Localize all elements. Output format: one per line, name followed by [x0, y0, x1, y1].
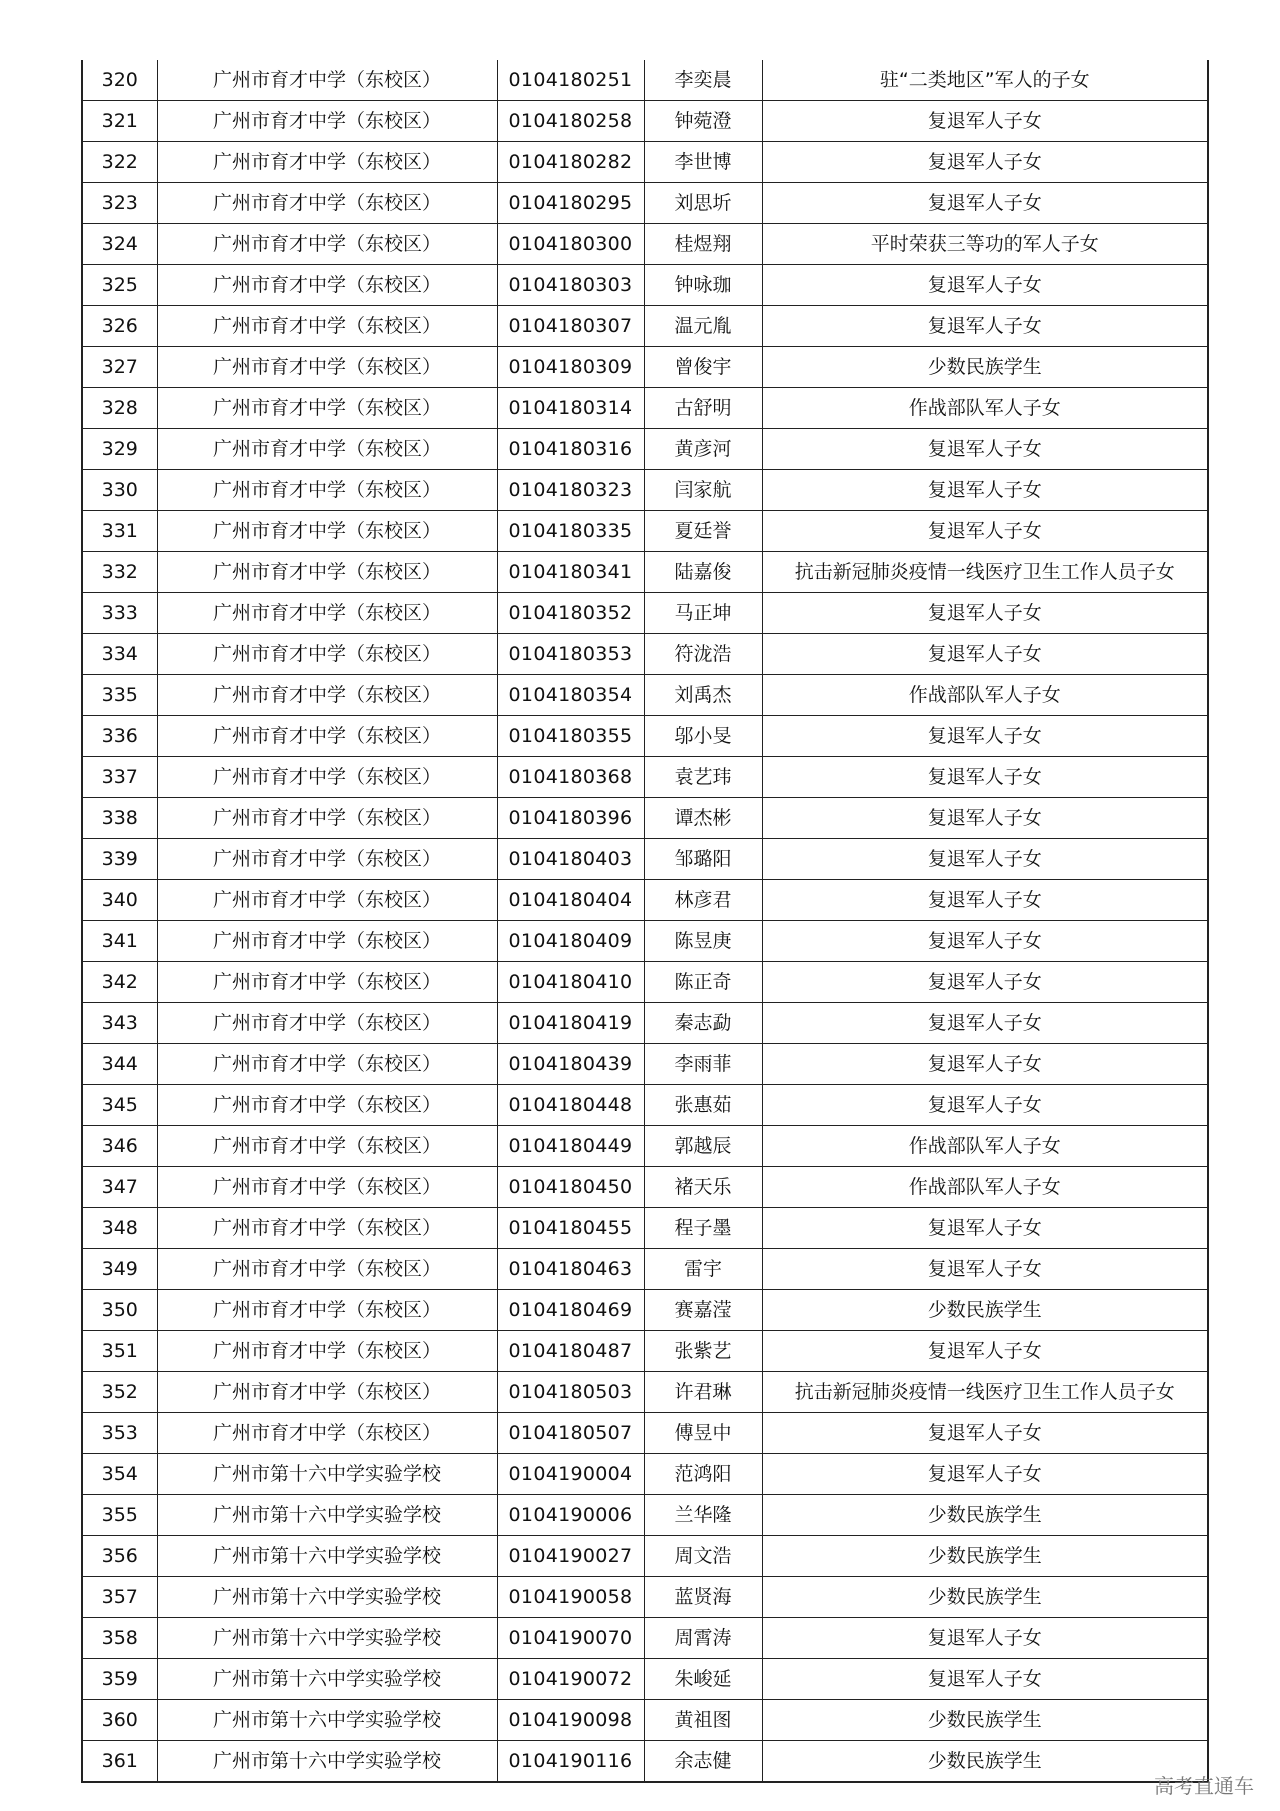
category-cell: 少数民族学生	[762, 1536, 1208, 1577]
school-cell: 广州市育才中学（东校区）	[157, 511, 497, 552]
student-id-cell: 0104180335	[497, 511, 644, 552]
row-number-cell: 348	[82, 1208, 157, 1249]
student-name-cell: 李奕晨	[644, 60, 762, 101]
row-number-cell: 324	[82, 224, 157, 265]
student-id-cell: 0104180316	[497, 429, 644, 470]
category-cell: 复退军人子女	[762, 265, 1208, 306]
category-cell: 复退军人子女	[762, 1454, 1208, 1495]
student-id-cell: 0104190098	[497, 1700, 644, 1741]
table-row	[82, 675, 1208, 716]
student-id-cell: 0104180503	[497, 1372, 644, 1413]
student-id-cell: 0104180507	[497, 1413, 644, 1454]
row-number-cell: 343	[82, 1003, 157, 1044]
row-number-cell: 320	[82, 60, 157, 101]
student-id-cell: 0104180404	[497, 880, 644, 921]
school-cell: 广州市育才中学（东校区）	[157, 675, 497, 716]
row-number-cell: 346	[82, 1126, 157, 1167]
table-row	[82, 593, 1208, 634]
row-number-cell: 342	[82, 962, 157, 1003]
table-row	[82, 142, 1208, 183]
table-row	[82, 1003, 1208, 1044]
row-number-cell: 331	[82, 511, 157, 552]
category-cell: 复退军人子女	[762, 716, 1208, 757]
school-cell: 广州市育才中学（东校区）	[157, 716, 497, 757]
category-cell: 少数民族学生	[762, 347, 1208, 388]
student-name-cell: 夏廷誉	[644, 511, 762, 552]
row-number-cell: 327	[82, 347, 157, 388]
student-name-cell: 周霄涛	[644, 1618, 762, 1659]
row-number-cell: 360	[82, 1700, 157, 1741]
row-number-cell: 326	[82, 306, 157, 347]
school-cell: 广州市育才中学（东校区）	[157, 470, 497, 511]
student-name-cell: 陈正奇	[644, 962, 762, 1003]
school-cell: 广州市育才中学（东校区）	[157, 880, 497, 921]
student-id-cell: 0104180448	[497, 1085, 644, 1126]
table-row	[82, 470, 1208, 511]
school-cell: 广州市育才中学（东校区）	[157, 1290, 497, 1331]
row-number-cell: 351	[82, 1331, 157, 1372]
row-number-cell: 333	[82, 593, 157, 634]
row-number-cell: 349	[82, 1249, 157, 1290]
row-number-cell: 337	[82, 757, 157, 798]
student-name-cell: 李雨菲	[644, 1044, 762, 1085]
row-number-cell: 323	[82, 183, 157, 224]
school-cell: 广州市育才中学（东校区）	[157, 593, 497, 634]
school-cell: 广州市育才中学（东校区）	[157, 839, 497, 880]
student-id-cell: 0104180258	[497, 101, 644, 142]
category-cell: 平时荣获三等功的军人子女	[762, 224, 1208, 265]
school-cell: 广州市育才中学（东校区）	[157, 634, 497, 675]
student-id-cell: 0104180341	[497, 552, 644, 593]
student-name-cell: 邬小旻	[644, 716, 762, 757]
student-id-cell: 0104180487	[497, 1331, 644, 1372]
row-number-cell: 334	[82, 634, 157, 675]
category-cell: 复退军人子女	[762, 183, 1208, 224]
student-name-cell: 马正坤	[644, 593, 762, 634]
student-id-cell: 0104190072	[497, 1659, 644, 1700]
table-row	[82, 1167, 1208, 1208]
student-name-cell: 林彦君	[644, 880, 762, 921]
student-name-cell: 范鸿阳	[644, 1454, 762, 1495]
student-id-cell: 0104180409	[497, 921, 644, 962]
student-id-cell: 0104180307	[497, 306, 644, 347]
category-cell: 复退军人子女	[762, 1413, 1208, 1454]
table-row	[82, 388, 1208, 429]
table-row	[82, 306, 1208, 347]
student-name-cell: 郭越辰	[644, 1126, 762, 1167]
student-name-cell: 袁艺玮	[644, 757, 762, 798]
student-id-cell: 0104180323	[497, 470, 644, 511]
table-row	[82, 429, 1208, 470]
student-name-cell: 刘禹杰	[644, 675, 762, 716]
student-id-cell: 0104180354	[497, 675, 644, 716]
row-number-cell: 350	[82, 1290, 157, 1331]
category-cell: 复退军人子女	[762, 839, 1208, 880]
school-cell: 广州市第十六中学实验学校	[157, 1618, 497, 1659]
category-cell: 复退军人子女	[762, 962, 1208, 1003]
student-name-cell: 兰华隆	[644, 1495, 762, 1536]
admission-roster-table	[81, 60, 1209, 1783]
student-id-cell: 0104180300	[497, 224, 644, 265]
school-cell: 广州市育才中学（东校区）	[157, 306, 497, 347]
row-number-cell: 358	[82, 1618, 157, 1659]
category-cell: 少数民族学生	[762, 1577, 1208, 1618]
school-cell: 广州市第十六中学实验学校	[157, 1659, 497, 1700]
school-cell: 广州市育才中学（东校区）	[157, 798, 497, 839]
student-name-cell: 桂煜翔	[644, 224, 762, 265]
table-row	[82, 1126, 1208, 1167]
student-name-cell: 温元胤	[644, 306, 762, 347]
category-cell: 复退军人子女	[762, 798, 1208, 839]
student-name-cell: 陈昱庚	[644, 921, 762, 962]
table-row	[82, 183, 1208, 224]
school-cell: 广州市育才中学（东校区）	[157, 1208, 497, 1249]
category-cell: 驻“二类地区”军人的子女	[762, 60, 1208, 101]
student-name-cell: 褚天乐	[644, 1167, 762, 1208]
row-number-cell: 347	[82, 1167, 157, 1208]
student-id-cell: 0104190004	[497, 1454, 644, 1495]
table-row	[82, 798, 1208, 839]
school-cell: 广州市育才中学（东校区）	[157, 962, 497, 1003]
category-cell: 少数民族学生	[762, 1700, 1208, 1741]
school-cell: 广州市第十六中学实验学校	[157, 1454, 497, 1495]
row-number-cell: 332	[82, 552, 157, 593]
category-cell: 作战部队军人子女	[762, 675, 1208, 716]
roster-body	[82, 60, 1208, 1782]
school-cell: 广州市育才中学（东校区）	[157, 183, 497, 224]
school-cell: 广州市育才中学（东校区）	[157, 265, 497, 306]
table-row	[82, 1700, 1208, 1741]
table-row	[82, 1290, 1208, 1331]
row-number-cell: 325	[82, 265, 157, 306]
category-cell: 复退军人子女	[762, 1003, 1208, 1044]
student-name-cell: 黄祖图	[644, 1700, 762, 1741]
student-id-cell: 0104190058	[497, 1577, 644, 1618]
table-row	[82, 839, 1208, 880]
row-number-cell: 355	[82, 1495, 157, 1536]
category-cell: 作战部队军人子女	[762, 1126, 1208, 1167]
category-cell: 复退军人子女	[762, 1249, 1208, 1290]
row-number-cell: 344	[82, 1044, 157, 1085]
student-name-cell: 蓝贤海	[644, 1577, 762, 1618]
table-row	[82, 1413, 1208, 1454]
table-row	[82, 921, 1208, 962]
student-name-cell: 张惠茹	[644, 1085, 762, 1126]
table-row	[82, 1495, 1208, 1536]
student-name-cell: 黄彦河	[644, 429, 762, 470]
table-row	[82, 1249, 1208, 1290]
school-cell: 广州市育才中学（东校区）	[157, 347, 497, 388]
table-row	[82, 1208, 1208, 1249]
category-cell: 复退军人子女	[762, 511, 1208, 552]
category-cell: 作战部队军人子女	[762, 1167, 1208, 1208]
student-id-cell: 0104180419	[497, 1003, 644, 1044]
student-name-cell: 钟咏珈	[644, 265, 762, 306]
student-id-cell: 0104180469	[497, 1290, 644, 1331]
category-cell: 复退军人子女	[762, 1659, 1208, 1700]
school-cell: 广州市育才中学（东校区）	[157, 224, 497, 265]
student-name-cell: 周文浩	[644, 1536, 762, 1577]
category-cell: 复退军人子女	[762, 634, 1208, 675]
school-cell: 广州市育才中学（东校区）	[157, 60, 497, 101]
school-cell: 广州市育才中学（东校区）	[157, 757, 497, 798]
student-name-cell: 李世博	[644, 142, 762, 183]
row-number-cell: 356	[82, 1536, 157, 1577]
table-row	[82, 716, 1208, 757]
table-row	[82, 1536, 1208, 1577]
category-cell: 复退军人子女	[762, 1331, 1208, 1372]
category-cell: 复退军人子女	[762, 429, 1208, 470]
student-id-cell: 0104180251	[497, 60, 644, 101]
category-cell: 复退军人子女	[762, 593, 1208, 634]
table-row	[82, 1659, 1208, 1700]
student-name-cell: 程子墨	[644, 1208, 762, 1249]
school-cell: 广州市育才中学（东校区）	[157, 1167, 497, 1208]
school-cell: 广州市第十六中学实验学校	[157, 1495, 497, 1536]
school-cell: 广州市第十六中学实验学校	[157, 1741, 497, 1783]
student-name-cell: 陆嘉俊	[644, 552, 762, 593]
student-id-cell: 0104180450	[497, 1167, 644, 1208]
school-cell: 广州市育才中学（东校区）	[157, 1249, 497, 1290]
student-name-cell: 雷宇	[644, 1249, 762, 1290]
category-cell: 复退军人子女	[762, 306, 1208, 347]
school-cell: 广州市育才中学（东校区）	[157, 1413, 497, 1454]
student-id-cell: 0104180439	[497, 1044, 644, 1085]
student-id-cell: 0104190027	[497, 1536, 644, 1577]
row-number-cell: 359	[82, 1659, 157, 1700]
student-id-cell: 0104190070	[497, 1618, 644, 1659]
category-cell: 少数民族学生	[762, 1290, 1208, 1331]
school-cell: 广州市育才中学（东校区）	[157, 1372, 497, 1413]
category-cell: 抗击新冠肺炎疫情一线医疗卫生工作人员子女	[762, 1372, 1208, 1413]
table-row	[82, 101, 1208, 142]
table-row	[82, 347, 1208, 388]
student-name-cell: 赛嘉滢	[644, 1290, 762, 1331]
row-number-cell: 322	[82, 142, 157, 183]
row-number-cell: 353	[82, 1413, 157, 1454]
row-number-cell: 357	[82, 1577, 157, 1618]
student-name-cell: 曾俊宇	[644, 347, 762, 388]
student-name-cell: 余志健	[644, 1741, 762, 1783]
student-id-cell: 0104180353	[497, 634, 644, 675]
watermark-text: 高考直通车	[1154, 1774, 1254, 1798]
table-row	[82, 265, 1208, 306]
table-row	[82, 511, 1208, 552]
student-name-cell: 许君琳	[644, 1372, 762, 1413]
school-cell: 广州市育才中学（东校区）	[157, 1331, 497, 1372]
school-cell: 广州市育才中学（东校区）	[157, 1126, 497, 1167]
category-cell: 复退军人子女	[762, 757, 1208, 798]
category-cell: 复退军人子女	[762, 101, 1208, 142]
row-number-cell: 328	[82, 388, 157, 429]
category-cell: 抗击新冠肺炎疫情一线医疗卫生工作人员子女	[762, 552, 1208, 593]
school-cell: 广州市育才中学（东校区）	[157, 101, 497, 142]
student-id-cell: 0104180396	[497, 798, 644, 839]
school-cell: 广州市育才中学（东校区）	[157, 429, 497, 470]
category-cell: 复退军人子女	[762, 1208, 1208, 1249]
table-row	[82, 1618, 1208, 1659]
student-name-cell: 符泷浩	[644, 634, 762, 675]
student-id-cell: 0104180368	[497, 757, 644, 798]
student-name-cell: 刘思圻	[644, 183, 762, 224]
row-number-cell: 335	[82, 675, 157, 716]
school-cell: 广州市育才中学（东校区）	[157, 921, 497, 962]
student-id-cell: 0104180449	[497, 1126, 644, 1167]
table-row	[82, 962, 1208, 1003]
student-id-cell: 0104180295	[497, 183, 644, 224]
student-name-cell: 谭杰彬	[644, 798, 762, 839]
school-cell: 广州市育才中学（东校区）	[157, 1044, 497, 1085]
table-row	[82, 1044, 1208, 1085]
row-number-cell: 338	[82, 798, 157, 839]
student-id-cell: 0104180314	[497, 388, 644, 429]
table-row	[82, 757, 1208, 798]
row-number-cell: 354	[82, 1454, 157, 1495]
category-cell: 复退军人子女	[762, 1085, 1208, 1126]
row-number-cell: 341	[82, 921, 157, 962]
table-row	[82, 1577, 1208, 1618]
school-cell: 广州市第十六中学实验学校	[157, 1536, 497, 1577]
row-number-cell: 339	[82, 839, 157, 880]
student-id-cell: 0104180282	[497, 142, 644, 183]
school-cell: 广州市第十六中学实验学校	[157, 1577, 497, 1618]
school-cell: 广州市育才中学（东校区）	[157, 388, 497, 429]
student-id-cell: 0104180309	[497, 347, 644, 388]
student-id-cell: 0104180455	[497, 1208, 644, 1249]
category-cell: 复退军人子女	[762, 880, 1208, 921]
table-row	[82, 60, 1208, 101]
student-name-cell: 古舒明	[644, 388, 762, 429]
student-id-cell: 0104180352	[497, 593, 644, 634]
student-id-cell: 0104190116	[497, 1741, 644, 1783]
row-number-cell: 330	[82, 470, 157, 511]
table-row	[82, 224, 1208, 265]
student-name-cell: 朱峻延	[644, 1659, 762, 1700]
table-row	[82, 1085, 1208, 1126]
category-cell: 复退军人子女	[762, 1618, 1208, 1659]
table-row	[82, 880, 1208, 921]
student-id-cell: 0104180303	[497, 265, 644, 306]
school-cell: 广州市育才中学（东校区）	[157, 142, 497, 183]
school-cell: 广州市第十六中学实验学校	[157, 1700, 497, 1741]
category-cell: 作战部队军人子女	[762, 388, 1208, 429]
category-cell: 复退军人子女	[762, 921, 1208, 962]
student-id-cell: 0104180355	[497, 716, 644, 757]
student-name-cell: 钟菀澄	[644, 101, 762, 142]
student-id-cell: 0104180403	[497, 839, 644, 880]
row-number-cell: 345	[82, 1085, 157, 1126]
row-number-cell: 361	[82, 1741, 157, 1783]
category-cell: 复退军人子女	[762, 1044, 1208, 1085]
student-name-cell: 傅昱中	[644, 1413, 762, 1454]
school-cell: 广州市育才中学（东校区）	[157, 1003, 497, 1044]
table-row	[82, 552, 1208, 593]
category-cell: 少数民族学生	[762, 1495, 1208, 1536]
row-number-cell: 352	[82, 1372, 157, 1413]
table-row	[82, 634, 1208, 675]
table-row	[82, 1454, 1208, 1495]
row-number-cell: 321	[82, 101, 157, 142]
student-id-cell: 0104180410	[497, 962, 644, 1003]
row-number-cell: 340	[82, 880, 157, 921]
category-cell: 复退军人子女	[762, 470, 1208, 511]
student-name-cell: 张紫艺	[644, 1331, 762, 1372]
table-row	[82, 1331, 1208, 1372]
category-cell: 少数民族学生	[762, 1741, 1208, 1783]
category-cell: 复退军人子女	[762, 142, 1208, 183]
student-name-cell: 邹璐阳	[644, 839, 762, 880]
student-id-cell: 0104180463	[497, 1249, 644, 1290]
school-cell: 广州市育才中学（东校区）	[157, 1085, 497, 1126]
school-cell: 广州市育才中学（东校区）	[157, 552, 497, 593]
student-name-cell: 秦志勐	[644, 1003, 762, 1044]
row-number-cell: 336	[82, 716, 157, 757]
table-row	[82, 1741, 1208, 1783]
student-id-cell: 0104190006	[497, 1495, 644, 1536]
student-name-cell: 闫家航	[644, 470, 762, 511]
row-number-cell: 329	[82, 429, 157, 470]
table-row	[82, 1372, 1208, 1413]
